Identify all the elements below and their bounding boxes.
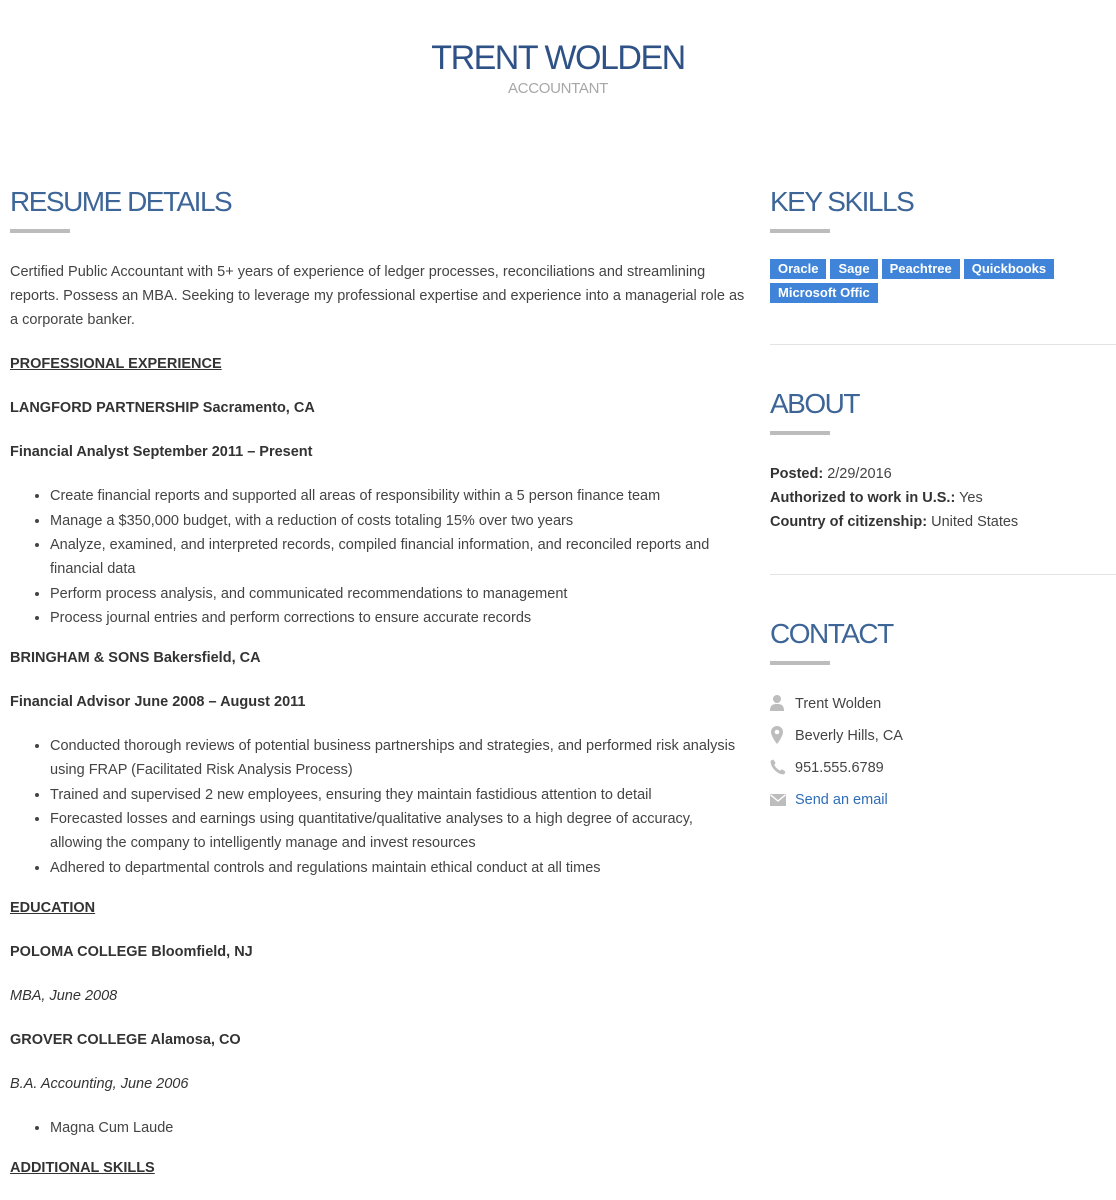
school-honors xyxy=(10,1116,745,1140)
contact-location: Beverly Hills, CA xyxy=(795,728,903,744)
contact-name-row xyxy=(770,694,1116,726)
experience-heading: PROFESSIONAL EXPERIENCE xyxy=(10,356,222,372)
skill-tag[interactable]: Microsoft Offic xyxy=(770,283,878,303)
job-position: Financial Advisor June 2008 – August 2011 xyxy=(10,694,306,710)
key-skills-heading: KEY SKILLS xyxy=(770,186,914,217)
list-item: • Perform process analysis, and communicated recommendations to management xyxy=(50,582,745,606)
contact-heading: CONTACT xyxy=(770,618,893,649)
list-item: • Create financial reports and supported all areas of responsibility within a 5 person finance team xyxy=(50,484,745,508)
list-item: • Magna Cum Laude xyxy=(50,1116,745,1140)
list-item: • Forecasted losses and earnings using quantitative/qualitative analyses to a high degree of accuracy, allowing the company to intelligently manage and invest resources xyxy=(50,807,745,855)
heading-underline xyxy=(770,229,830,233)
citizenship-row xyxy=(770,510,1116,534)
skill-tag[interactable]: Peachtree xyxy=(882,259,960,279)
school-name: GROVER COLLEGE Alamosa, CO xyxy=(10,1031,241,1048)
contact-name: Trent Wolden xyxy=(795,696,882,712)
about-details xyxy=(770,462,1116,534)
authorized-row xyxy=(770,486,1116,510)
summary-text: Certified Public Accountant with 5+ years of experience of ledger processes, reconciliations and streamlining reports. Possess an MBA. Seeking to leverage my professional expertise and experience into a managerial role as a corporate banker. xyxy=(10,264,745,328)
skill-tags xyxy=(770,259,1116,307)
citizenship-label: Country of citizenship: xyxy=(770,514,928,530)
list-item: • Analyze, examined, and interpreted records, compiled financial information, and reconciled reports and financial data xyxy=(50,533,745,581)
authorized-value: Yes xyxy=(959,490,983,506)
envelope-icon xyxy=(770,790,795,810)
list-item: • Adhered to departmental controls and regulations maintain ethical conduct at all times xyxy=(50,856,745,880)
heading-underline xyxy=(770,431,830,435)
list-item: • Manage a $350,000 budget, with a reduction of costs totaling 15% over two years xyxy=(50,509,745,533)
map-marker-icon xyxy=(770,726,795,746)
resume-details-heading: RESUME DETAILS xyxy=(10,186,232,217)
list-item: • Process journal entries and perform corrections to ensure accurate records xyxy=(50,606,745,630)
candidate-title: ACCOUNTANT xyxy=(507,80,609,97)
contact-phone: 951.555.6789 xyxy=(795,760,884,776)
skill-tag[interactable]: Sage xyxy=(830,259,877,279)
citizenship-value: United States xyxy=(931,514,1019,530)
school-name: POLOMA COLLEGE Bloomfield, NJ xyxy=(10,943,253,960)
about-heading: ABOUT xyxy=(770,388,859,419)
additional-skills-heading: ADDITIONAL SKILLS xyxy=(10,1159,155,1176)
list-item: • Trained and supervised 2 new employees, ensuring they maintain fastidious attention to detail xyxy=(50,783,745,807)
resume-header xyxy=(0,38,1116,97)
sidebar xyxy=(770,184,1116,822)
skill-tag[interactable]: Quickbooks xyxy=(964,259,1054,279)
heading-underline xyxy=(10,229,70,233)
send-email-link[interactable]: Send an email xyxy=(795,792,888,808)
section-divider xyxy=(770,344,1116,345)
contact-phone-row xyxy=(770,758,1116,790)
contact-location-row xyxy=(770,726,1116,758)
authorized-label: Authorized to work in U.S.: xyxy=(770,490,956,506)
contact-list xyxy=(770,694,1116,822)
posted-label: Posted: xyxy=(770,466,824,482)
contact-email-row[interactable] xyxy=(770,790,1116,822)
job-position: Financial Analyst September 2011 – Present xyxy=(10,444,313,460)
user-icon xyxy=(770,694,795,714)
section-divider xyxy=(770,574,1116,575)
school-degree: B.A. Accounting, June 2006 xyxy=(10,1075,189,1092)
job-bullets xyxy=(10,734,745,880)
heading-underline xyxy=(770,661,830,665)
job-bullets xyxy=(10,484,745,630)
candidate-name: TRENT WOLDEN xyxy=(431,39,685,77)
job-employer: BRINGHAM & SONS Bakersfield, CA xyxy=(10,650,261,666)
job-employer: LANGFORD PARTNERSHIP Sacramento, CA xyxy=(10,400,315,416)
school-degree: MBA, June 2008 xyxy=(10,987,118,1004)
phone-icon xyxy=(770,758,795,778)
skill-tag[interactable]: Oracle xyxy=(770,259,826,279)
list-item: • Conducted thorough reviews of potential business partnerships and strategies, and performed risk analysis using FRAP (Facilitated Risk Analysis Process) xyxy=(50,734,745,782)
resume-details-section xyxy=(10,184,745,1180)
education-heading: EDUCATION xyxy=(10,899,96,916)
posted-row xyxy=(770,462,1116,486)
posted-value: 2/29/2016 xyxy=(827,466,892,482)
